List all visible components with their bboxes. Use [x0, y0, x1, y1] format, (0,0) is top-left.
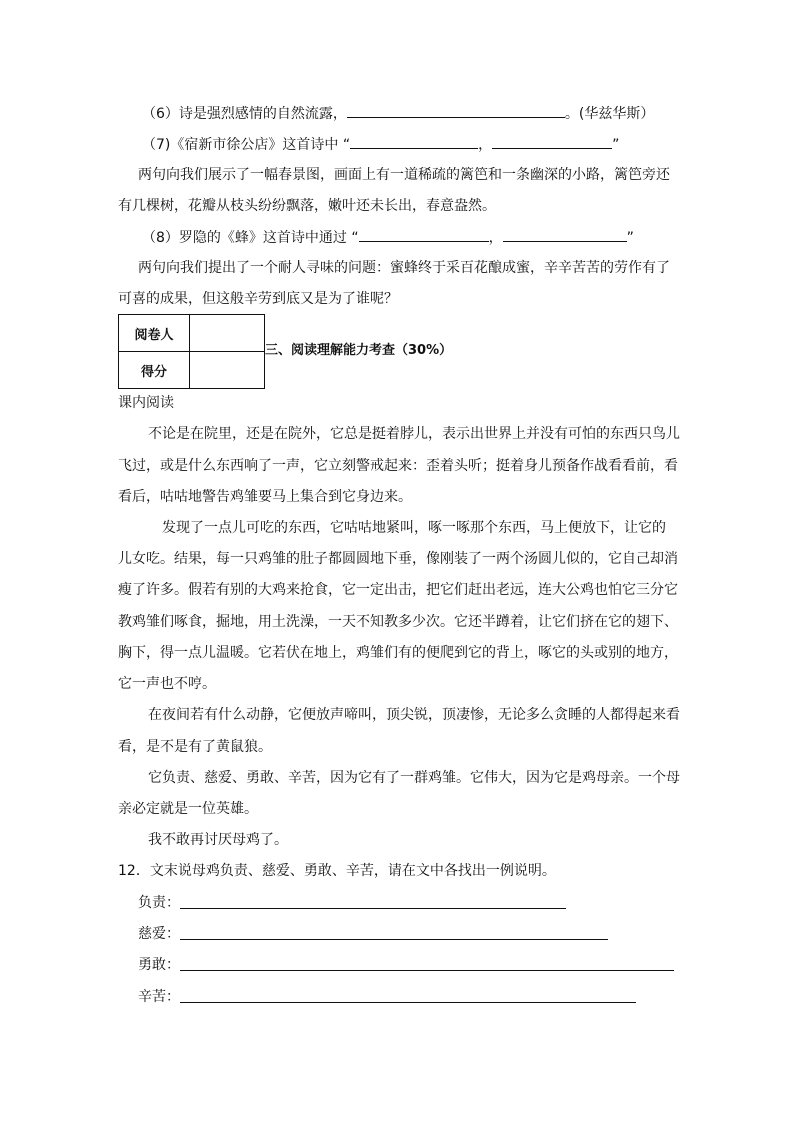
answer-label-hardworking: 辛苦： — [138, 989, 180, 1005]
passage-line: 不论是在院里，还是在院外，它总是挺着脖儿，表示出世界上并没有可怕的东西只鸟儿 — [148, 426, 680, 442]
q7-desc-line-2: 有几棵树，花瓣从枝头纷纷飘落，嫩叶还未长出，春意盎然。 — [118, 198, 496, 214]
answer-line-loving[interactable] — [180, 939, 608, 940]
passage-line: 飞过，或是什么东西响了一声，它立刻警戒起来：歪着头听；挺着身儿预备作战看看前，看 — [118, 458, 678, 474]
score-box — [118, 314, 265, 389]
q7-desc-line-1: 两句向我们展示了一幅春景图，画面上有一道稀疏的篱笆和一条幽深的小路，篱笆旁还 — [138, 167, 670, 183]
q8-answer-blank-1[interactable] — [359, 227, 489, 242]
answer-label-loving: 慈爱： — [138, 926, 180, 942]
question-8 — [142, 227, 634, 248]
answer-label-brave: 勇敢： — [138, 957, 180, 973]
question-7 — [142, 134, 619, 155]
q7-answer-blank-1[interactable] — [350, 134, 478, 149]
passage-line: 我不敢再讨厌母鸡了。 — [148, 832, 288, 848]
q7-end: ” — [612, 137, 620, 153]
passage-line: 看后，咕咕地警告鸡雏要马上集合到它身边来。 — [118, 489, 412, 505]
passage-line: 它负责、慈爱、勇敢、辛苦，因为它有了一群鸡雏。它伟大，因为它是鸡母亲。一个母 — [148, 770, 680, 786]
reviewer-label: 阅卷人 — [119, 315, 190, 352]
passage-line: 发现了一点儿可吃的东西，它咕咕地紧叫，啄一啄那个东西，马上便放下，让它的 — [162, 520, 666, 536]
q8-desc-line-1: 两句向我们提出了一个耐人寻味的问题：蜜蜂终于采百花酿成蜜，辛辛苦苦的劳作有了 — [138, 260, 670, 276]
passage-line: 亲必定就是一位英雄。 — [118, 801, 258, 817]
reviewer-cell[interactable] — [190, 315, 265, 352]
q7-prefix: （7)《宿新市徐公店》这首诗中 “ — [142, 137, 351, 153]
question-12-prompt: 12．文末说母鸡负责、慈爱、勇敢、辛苦，请在文中各找出一例说明。 — [118, 863, 556, 879]
q8-desc-line-2: 可喜的成果，但这般辛劳到底又是为了谁呢？ — [118, 291, 398, 307]
passage-line: 看，是不是有了黄鼠狼。 — [118, 739, 272, 755]
answer-label-responsible: 负责： — [138, 895, 180, 911]
question-6 — [142, 103, 654, 124]
passage-line: 在夜间若有什么动静，它便放声啼叫，顶尖锐，顶凄惨，无论多么贪睡的人都得起来看 — [148, 707, 680, 723]
passage-line: 胸下，得一点儿温暖。它若伏在地上，鸡雏们有的便爬到它的背上，啄它的头或别的地方， — [118, 645, 678, 661]
section-subtitle: 课内阅读 — [118, 395, 174, 411]
q6-suffix: 。(华兹华斯） — [564, 106, 655, 122]
answer-line-responsible[interactable] — [180, 908, 566, 909]
passage-line: 它一声也不哼。 — [118, 676, 216, 692]
answer-line-hardworking[interactable] — [180, 1002, 636, 1003]
passage-line: 儿女吃。结果，每一只鸡雏的肚子都圆圆地下垂，像刚装了一两个汤圆儿似的，它自己却消 — [118, 551, 678, 567]
score-cell[interactable] — [190, 352, 265, 389]
q6-text: （6）诗是强烈感情的自然流露， — [142, 106, 347, 122]
score-label: 得分 — [119, 352, 190, 389]
q7-answer-blank-2[interactable] — [492, 134, 612, 149]
q8-comma: ， — [488, 230, 503, 246]
passage-line: 瘦了许多。假若有别的大鸡来抢食，它一定出击，把它们赶出老远，连大公鸡也怕它三分它 — [118, 582, 678, 598]
q7-comma: ， — [478, 137, 493, 153]
q6-answer-blank[interactable] — [347, 103, 565, 118]
q8-prefix: （8）罗隐的《蜂》这首诗中通过 “ — [142, 230, 359, 246]
section-title: 三、阅读理解能力考查（30%） — [265, 343, 453, 358]
q8-end: ” — [626, 230, 634, 246]
q8-answer-blank-2[interactable] — [503, 227, 627, 242]
passage-line: 教鸡雏们啄食，掘地，用土洗澡，一天不知教多少次。它还半蹲着，让它们挤在它的翅下、 — [118, 614, 678, 630]
answer-line-brave[interactable] — [180, 970, 674, 971]
